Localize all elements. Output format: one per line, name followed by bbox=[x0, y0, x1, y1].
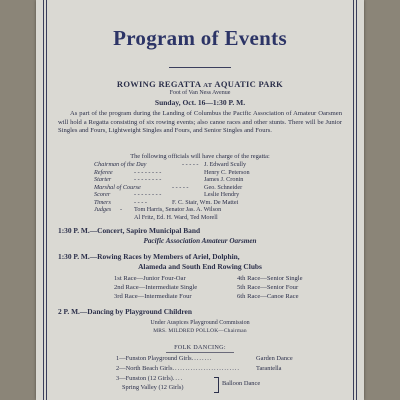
event-concert: 1:30 P. M.—Concert, Sapiro Municipal Band bbox=[58, 226, 201, 235]
program-sheet bbox=[36, 0, 364, 400]
folk-dance: Balloon Dance bbox=[222, 380, 261, 387]
event-rowing-line2: Alameda and South End Rowing Clubs bbox=[138, 262, 262, 271]
official-role: Starter bbox=[94, 176, 112, 183]
official-role: Referee bbox=[94, 168, 113, 176]
race-item: 1st Race—Junior Four-Oar bbox=[114, 275, 186, 282]
official-name: Tom Harris, Senator Jas. A. Wilson bbox=[134, 206, 222, 213]
officials-intro: The following officials will have charge of the regatta: bbox=[130, 153, 270, 160]
official-row: Chairman of the Day - - - - - J. Edward Scully bbox=[94, 161, 247, 168]
regatta-date: Sunday, Oct. 16—1:30 P. M. bbox=[154, 98, 246, 107]
folk-item: 2—North Beach Girls.......................... Tarantella bbox=[116, 365, 282, 372]
folk-group: 1—Funston Playground Girls bbox=[116, 355, 192, 362]
race-item: 5th Race—Senior Four bbox=[237, 284, 299, 291]
official-row: Starter - - - - - - - - James J. Cronin bbox=[94, 176, 244, 183]
folk-item: 1—Funston Playground Girls........ Garden Dance bbox=[116, 355, 293, 362]
folk-bracket bbox=[214, 377, 219, 393]
official-row: Judges - Tom Harris, Senator Jas. A. Wilson bbox=[94, 206, 222, 213]
folk-group: Spring Valley (12 Girls) bbox=[122, 384, 184, 391]
event-rowing-line1: 1:30 P. M.—Rowing Races by Members of Ariel, Dolphin, bbox=[58, 252, 240, 261]
folk-item bbox=[122, 384, 183, 391]
folk-item: 3—Funston (12 Girls).... bbox=[116, 375, 184, 382]
folk-group: 2—North Beach Girls bbox=[116, 365, 173, 372]
official-name: Al Fritz, Ed. H. Ward, Ted Morell bbox=[134, 213, 218, 221]
official-role: Scorer bbox=[94, 191, 111, 198]
regatta-location: Foot of Van Ness Avenue bbox=[169, 90, 231, 96]
race-item: 6th Race—Canoe Race bbox=[237, 293, 299, 300]
folk-dance: Tarantella bbox=[256, 365, 282, 372]
official-name: Henry C. Peterson bbox=[204, 168, 250, 176]
official-row: Scorer - - - - - - - - Leslie Hendry bbox=[94, 191, 240, 198]
race-item: 2nd Race—Intermediate Single bbox=[114, 284, 198, 291]
official-row: Timers - - - - F. C. Stair, Wm. De Mattei bbox=[94, 198, 239, 206]
left-border-rule-inner bbox=[46, 0, 47, 400]
right-border-rule-inner bbox=[353, 0, 354, 400]
dancing-chairman: MRS. MILDRED POLLOK—Chairman bbox=[153, 328, 247, 334]
dancing-auspices: Under Auspices Playground Commission bbox=[150, 320, 250, 326]
right-border-rule bbox=[356, 0, 357, 400]
folk-heading-underline bbox=[166, 352, 234, 353]
official-name: James J. Cronin bbox=[204, 176, 244, 183]
event-dancing: 2 P. M.—Dancing by Playground Children bbox=[58, 307, 192, 316]
official-role: Timers bbox=[94, 198, 111, 206]
folk-dance: Garden Dance bbox=[256, 355, 293, 362]
official-role: Chairman of the Day bbox=[94, 161, 147, 168]
regatta-heading bbox=[54, 79, 346, 89]
official-name: Geo. Schneider bbox=[204, 183, 243, 191]
event-concert-sub: Pacific Association Amateur Oarsmen bbox=[143, 237, 257, 245]
folk-group: 3—Funston (12 Girls) bbox=[116, 375, 173, 382]
left-border-rule bbox=[43, 0, 44, 400]
regatta-heading-at: AT bbox=[203, 82, 213, 89]
official-role: Judges bbox=[94, 206, 112, 213]
regatta-heading-place: AQUATIC PARK bbox=[214, 79, 284, 89]
regatta-heading-main: ROWING REGATTA bbox=[116, 79, 201, 89]
regatta-paragraph: As part of the program during the Landing of Columbus the Pacific Association of Amateur Oarsmen will hold a Regatta consisting of six rowing events; also canoe races and other stunts. There will be Junior Singles and Fours, Lightweight Singles and Fours, and Senior Singles and Fours. bbox=[58, 110, 342, 135]
official-row: Marshal of Course - - - - - Geo. Schneider bbox=[94, 183, 243, 191]
official-name: Leslie Hendry bbox=[204, 191, 240, 198]
race-item: 4th Race—Senior Single bbox=[237, 275, 303, 282]
official-name: F. C. Stair, Wm. De Mattei bbox=[172, 198, 239, 206]
official-name: J. Edward Scully bbox=[204, 161, 247, 168]
race-item: 3rd Race—Intermediate Four bbox=[114, 293, 192, 300]
official-row: Referee - - - - - - - - Henry C. Peterson bbox=[94, 168, 250, 176]
page-title: Program of Events bbox=[113, 26, 287, 50]
official-row bbox=[134, 214, 218, 221]
folk-dancing-heading: FOLK DANCING: bbox=[174, 344, 226, 351]
official-role: Marshal of Course bbox=[94, 183, 141, 191]
title-divider bbox=[169, 67, 231, 68]
